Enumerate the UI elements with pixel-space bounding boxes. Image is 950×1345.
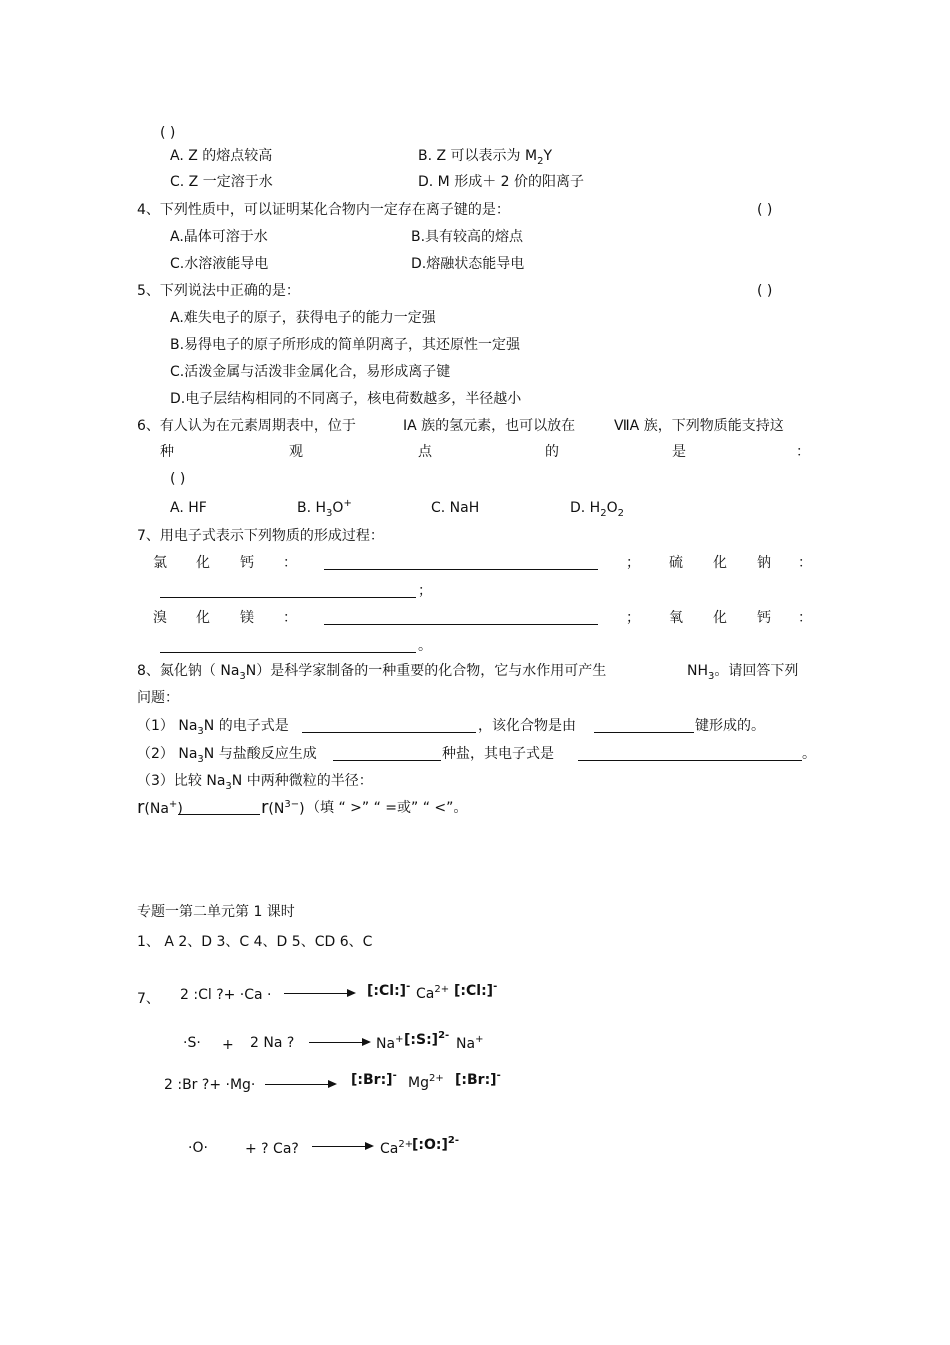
q6-stem-line2-4: 的 <box>545 444 559 460</box>
q8-radius-instruction: （填 “ >” “ =或” “ <”。 <box>306 800 468 816</box>
eq2-plus: + <box>222 1037 234 1053</box>
q8-stem-line2: 问题： <box>137 690 179 706</box>
eq2-s-ion: [:S:]$^{2-}$ <box>404 1030 450 1048</box>
q8-part1-mid: ，该化合物是由 <box>478 718 576 734</box>
q7-r1-label2-2: 化 <box>713 555 727 571</box>
q4-option-c: C.水溶液能导电 <box>170 256 269 272</box>
q4-option-a: A.晶体可溶于水 <box>170 229 268 245</box>
eq1-cl-ion-2: [:Cl:]- <box>454 981 498 999</box>
q8-part2-end: 。 <box>802 746 816 762</box>
q7-r3-label-2: 化 <box>196 610 210 626</box>
q7-r1-label-1: 氯 <box>153 555 167 571</box>
eq2-reactant-s: ·S· <box>183 1035 201 1051</box>
q5-option-b: B.易得电子的原子所形成的简单阴离子，其还原性一定强 <box>170 337 521 353</box>
q7-r3-label-4: ： <box>283 610 297 626</box>
q6-stem-a: 6、有人认为在元素周期表中，位于 <box>137 418 356 434</box>
eq1-arrow <box>284 993 354 994</box>
q7-r3-label2-2: 化 <box>713 610 727 626</box>
q6-stem-line2-5: 是 <box>672 444 686 460</box>
q7-r2-end: ； <box>418 583 432 599</box>
q3-option-a: A. Z 的熔点较高 <box>170 148 273 164</box>
q6-stem-b: IA 族的氢元素，也可以放在 <box>403 418 576 434</box>
q8-radius-compare-blank[interactable] <box>178 814 260 815</box>
q6-stem-line2-6: ： <box>796 444 810 460</box>
q8-part2-blank-2[interactable] <box>578 760 802 761</box>
eq4-reactant-ca: + ? Ca? <box>245 1141 299 1157</box>
eq4-reactant-o: ·O· <box>188 1140 208 1156</box>
q3-option-c: C. Z 一定溶于水 <box>170 174 273 190</box>
q5-option-a: A.难失电子的原子，获得电子的能力一定强 <box>170 310 436 326</box>
eq4-ca-ion: $Ca^{2+}$ <box>380 1139 414 1157</box>
q7-r1-semicolon: ； <box>626 555 640 571</box>
q7-answer-blank-cao[interactable] <box>160 652 416 653</box>
answers-line: 1、 A 2、D 3、C 4、D 5、CD 6、C <box>137 934 373 950</box>
q8-part2-blank-1[interactable] <box>333 760 441 761</box>
q7-stem: 7、用电子式表示下列物质的形成过程： <box>137 528 384 544</box>
q4-option-d: D.熔融状态能导电 <box>411 256 525 272</box>
q8-part1: （1） $Na_3N$ 的电子式是 <box>137 718 289 737</box>
eq2-na-ion-2: Na+ <box>456 1034 484 1052</box>
q7-r1-label2-3: 钠 <box>757 555 771 571</box>
q3-option-d: D. M 形成＋ 2 价的阳离子 <box>418 174 585 190</box>
q6-paren: ( ) <box>170 471 186 487</box>
eq3-reactants: 2 :Br ?+ ·Mg· <box>164 1077 256 1093</box>
eq1-reactants: 2 :Cl ?+ ·Ca · <box>180 987 272 1003</box>
q6-option-a: A. HF <box>170 500 207 516</box>
answers-q7-label: 7、 <box>137 991 160 1007</box>
q6-option-d: D. $H_2O_2$ <box>570 500 624 519</box>
q8-part2-mid: 种盐，其电子式是 <box>442 746 554 762</box>
answers-title: 专题一第二单元第 1 课时 <box>137 904 295 920</box>
eq4-arrow <box>312 1146 372 1147</box>
q8-part2: （2） $Na_3N$ 与盐酸反应生成 <box>137 746 317 765</box>
q7-r4-end: 。 <box>418 638 432 654</box>
eq3-mg-ion: $Mg^{2+}$ <box>408 1073 444 1091</box>
q5-paren: ( ) <box>757 283 773 299</box>
q7-r1-label-3: 钙 <box>240 555 254 571</box>
q8-part3: （3）比较 $Na_3N$ 中两种微粒的半径： <box>137 773 373 792</box>
eq3-br-ion-1: [:Br:]- <box>351 1070 397 1088</box>
q7-r3-semicolon: ； <box>626 610 640 626</box>
q8-part1-blank-2[interactable] <box>594 732 694 733</box>
eq3-arrow <box>265 1084 335 1085</box>
q7-r3-label2-4: ： <box>798 610 812 626</box>
q3-paren: ( ) <box>160 125 176 141</box>
q7-r3-label-1: 溴 <box>153 610 167 626</box>
q7-r3-label-3: 镁 <box>240 610 254 626</box>
q8-stem: 8、氮化钠（ $Na_3N$）是科学家制备的一种重要的化合物，它与水作用可产生 <box>137 663 607 682</box>
q7-r1-label-2: 化 <box>196 555 210 571</box>
q6-stem-line2-1: 种 <box>160 444 174 460</box>
q6-stem-line2-2: 观 <box>289 444 303 460</box>
eq2-reactant-na: 2 Na ? <box>250 1035 295 1051</box>
q5-stem: 5、下列说法中正确的是： <box>137 283 300 299</box>
q6-stem-line2-3: 点 <box>418 444 432 460</box>
q7-r3-label2-3: 钙 <box>757 610 771 626</box>
q7-r1-label-4: ： <box>283 555 297 571</box>
q8-stem-nh3: $NH_3$。请回答下列 <box>687 663 799 682</box>
q7-r1-label2-4: ： <box>798 555 812 571</box>
eq3-br-ion-2: [:Br:]- <box>455 1070 501 1088</box>
q5-option-c: C.活泼金属与活泼非金属化合，易形成离子键 <box>170 364 451 380</box>
q6-option-c: C. NaH <box>431 500 480 516</box>
q8-part1-blank-1[interactable] <box>302 732 476 733</box>
q3-option-b: B. Z 可以表示为 $M_2Y$ <box>418 148 553 167</box>
q7-answer-blank-mgbr2[interactable] <box>324 624 598 625</box>
eq2-arrow <box>309 1042 369 1043</box>
q5-option-d: D.电子层结构相同的不同离子，核电荷数越多，半径越小 <box>170 391 522 407</box>
eq1-cl-ion-1: [:Cl:]- <box>367 981 411 999</box>
q6-stem-c: ⅦA 族，下列物质能支持这 <box>614 418 784 434</box>
q8-radius-n: $r(N^{3-})$ <box>261 797 305 818</box>
q7-answer-blank-na2s[interactable] <box>160 597 416 598</box>
q8-part1-end: 键形成的。 <box>695 718 765 734</box>
q4-option-b: B.具有较高的熔点 <box>411 229 524 245</box>
eq2-na-ion-1: Na+ <box>376 1034 404 1052</box>
eq4-o-ion: [:O:]$^{2-}$ <box>412 1135 460 1153</box>
q8-radius-na: r(Na+) <box>137 797 183 818</box>
q7-answer-blank-cacl2[interactable] <box>324 569 598 570</box>
q7-r3-label2-1: 氧 <box>669 610 683 626</box>
q7-r1-label2-1: 硫 <box>669 555 683 571</box>
eq1-ca-ion: $Ca^{2+}$ <box>416 984 450 1002</box>
q6-option-b: B. $H_3O^+$ <box>297 498 352 519</box>
q4-stem: 4、下列性质中，可以证明某化合物内一定存在离子键的是： <box>137 202 510 218</box>
q4-paren: ( ) <box>757 202 773 218</box>
